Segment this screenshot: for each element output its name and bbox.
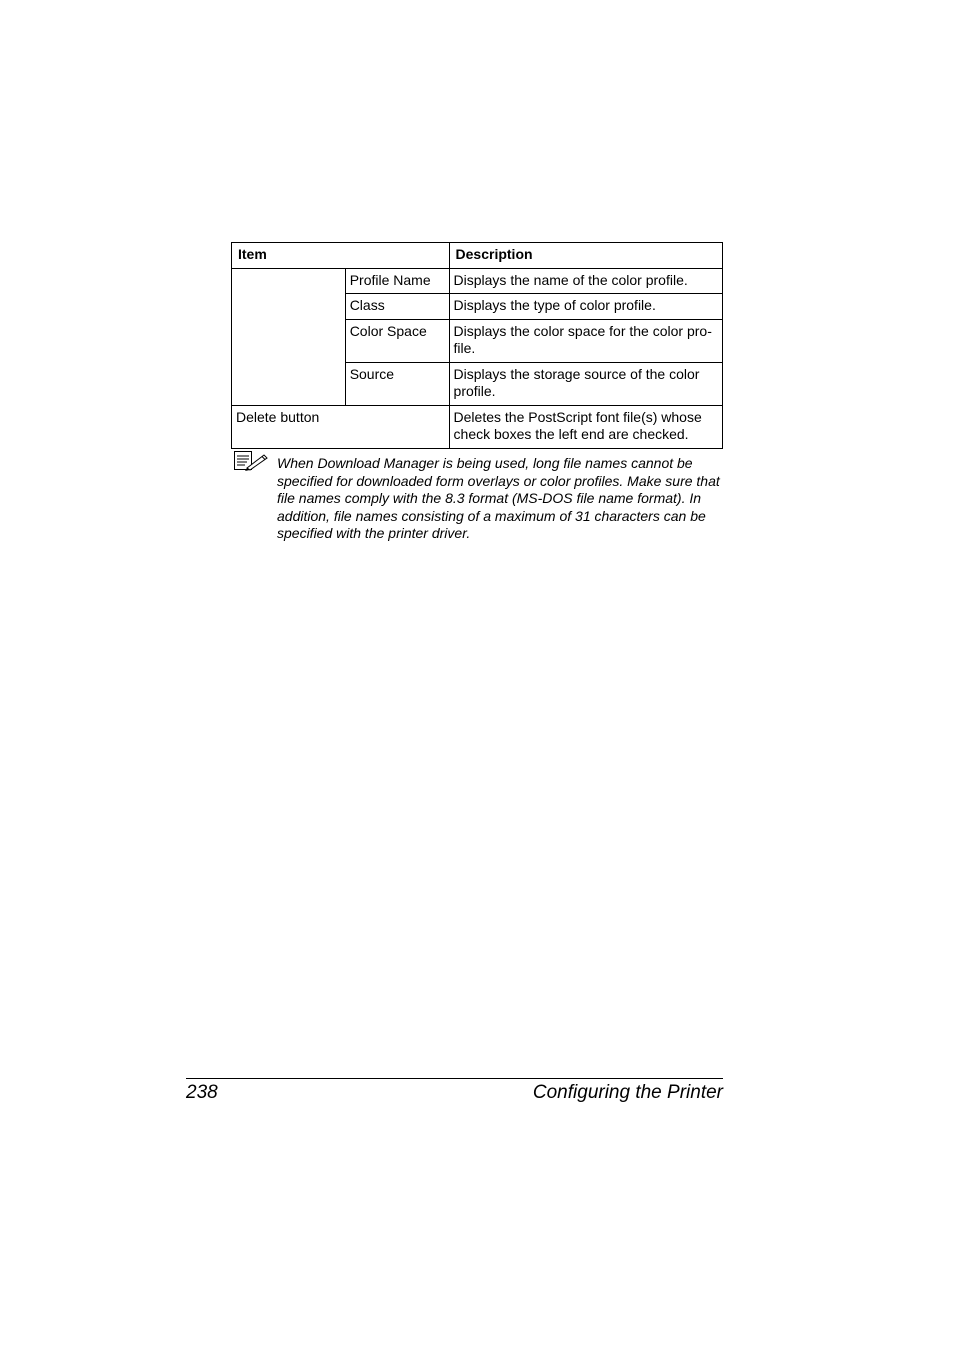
description-cell: Displays the name of the color profile. (449, 268, 722, 294)
item-cell: Delete button (232, 405, 450, 448)
description-cell: Deletes the PostScript font file(s) whose check boxes the left end are checked. (449, 405, 722, 448)
table-header-row (232, 243, 723, 269)
group-empty-cell (232, 268, 346, 405)
description-cell: Displays the type of color profile. (449, 294, 722, 320)
sub-item-cell: Profile Name (345, 268, 449, 294)
footer-divider (186, 1078, 723, 1079)
chapter-title: Configuring the Printer (532, 1082, 723, 1103)
table-row (232, 405, 723, 448)
description-cell: Displays the color space for the color pro-file. (449, 319, 722, 362)
note-text: When Download Manager is being used, long file names cannot be specified for downloaded form overlays or color profiles. Make sure that file names comply with the 8.3 format (MS-DOS file name format). In addition, file names consisting of a maximum of 31 characters can be specified with the printer driver. (277, 455, 720, 542)
sub-item-cell: Class (345, 294, 449, 320)
sub-item-cell: Color Space (345, 319, 449, 362)
color-profile-table (231, 242, 723, 449)
header-item: Item (232, 243, 450, 269)
table-row (232, 268, 723, 294)
sub-item-cell: Source (345, 362, 449, 405)
header-description: Description (449, 243, 722, 269)
page-number: 238 (186, 1082, 218, 1103)
description-cell: Displays the storage source of the color profile. (449, 362, 722, 405)
note-pencil-icon (233, 450, 269, 472)
